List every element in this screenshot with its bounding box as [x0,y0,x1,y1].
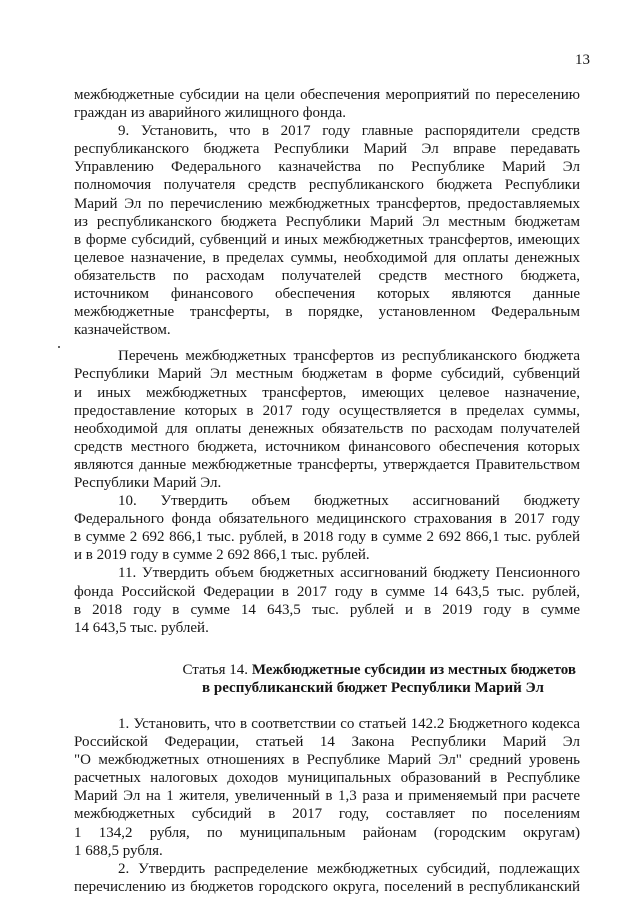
page-number: 13 [575,52,590,68]
text-line: расчетных налоговых доходов муниципальных образований в Республике [74,770,580,787]
spacer [74,697,580,715]
text-line: полномочия получателя средств республиканского бюджета Республики [74,177,580,194]
text-line: являются данные межбюджетные трансферты, утверждается Правительством [74,456,580,473]
text-line: межбюджетные трансферты, в порядке, установленном Федеральным [74,304,580,321]
text-line: в форме субсидий, субвенций и иных межбюджетных трансфертов, имеющих [74,231,580,248]
paragraph-spacer [74,339,580,347]
text-line: в 2018 году в сумме 14 643,5 тыс. рублей и в 2019 году в сумме [74,601,580,618]
text-line: фонда Российской Федерации в 2017 году в сумме 14 643,5 тыс. рублей, [74,583,580,600]
text-line: целевое назначение, в пределах суммы, необходимой для оплаты денежных [74,249,580,266]
text-line: Российской Федерации, статьей 14 Закона Республики Марий Эл [74,734,580,751]
document-body [74,86,580,896]
text-line: межбюджетных субсидий в 2017 году, составляет по поселениям [74,806,580,823]
scan-speck [58,346,60,348]
text-line: казначейством. [74,322,171,339]
text-line: источником финансового обеспечения которых являются данные [74,286,580,303]
text-line: Марий Эл по перечислению межбюджетных трансфертов, предоставляемых [74,195,580,212]
text-line: 1. Установить, что в соответствии со статьей 142.2 Бюджетного кодекса [118,716,580,732]
text-line: Республики Марий Эл местным бюджетам в форме субсидий, субвенций [74,366,580,383]
text-line: необходимой для оплаты денежных обязательств по расходам получателей [74,420,580,437]
text-line: 9. Установить, что в 2017 году главные распорядители средств [118,123,580,140]
law-text-block-1 [74,86,580,637]
text-line: 14 643,5 тыс. рублей. [74,619,209,636]
text-line: межбюджетные субсидии на цели обеспечения мероприятий по переселению [74,87,580,103]
text-line: в сумме 2 692 866,1 тыс. рублей, в 2018 году в сумме 2 692 866,1 тыс. рублей [74,529,580,546]
text-line: 2. Утвердить распределение межбюджетных субсидий, подлежащих [118,860,580,877]
article-title-line-1: Межбюджетные субсидии из местных бюджетов [251,661,576,678]
text-line: Управлению Федерального казначейства по Республике Марий Эл [74,159,580,176]
text-line: 11. Утвердить объем бюджетных ассигнований бюджету Пенсионного [118,565,580,582]
spacer [74,637,580,661]
text-line: и в 2019 году в сумме 2 692 866,1 тыс. рублей. [74,547,370,564]
text-line: "О межбюджетных отношениях в Республике Марий Эл" средний уровень [74,752,580,769]
text-line: из республиканского бюджета Республики Марий Эл местным бюджетам [74,213,580,230]
text-line: Республики Марий Эл. [74,474,222,491]
text-line: предоставление которых в 2017 году осуществляется в пределах суммы, [74,402,580,419]
text-line: Марий Эл на 1 жителя, увеличенный в 1,3 раза и применяемый при расчете [74,788,580,805]
article-label: Статья 14. [182,661,249,678]
article-heading [74,661,580,697]
text-line: 1 134,2 рубля, по муниципальным районам (городским округам) [74,824,580,841]
text-line: республиканского бюджета Республики Марий Эл вправе передавать [74,141,580,158]
text-line: граждан из аварийного жилищного фонда. [74,105,347,122]
text-line: перечислению из бюджетов городского округа, поселений в республиканский [74,878,580,895]
text-line: обязательств по расходам получателей средств местного бюджета, [74,267,580,284]
article-title-line-2: в республиканский бюджет Республики Марий Эл [202,679,544,696]
text-line: 10. Утвердить объем бюджетных ассигнований бюджету [118,493,580,510]
text-line: и иных межбюджетных трансфертов, имеющих целевое назначение, [74,384,580,401]
law-text-block-2 [74,715,580,896]
text-line: Перечень межбюджетных трансфертов из республиканского бюджета [118,348,580,365]
text-line: 1 688,5 рубля. [74,842,163,859]
text-line: Федерального фонда обязательного медицинского страхования в 2017 году [74,511,580,528]
text-line: средств местного бюджета, источником финансового обеспечения которых [74,438,580,455]
